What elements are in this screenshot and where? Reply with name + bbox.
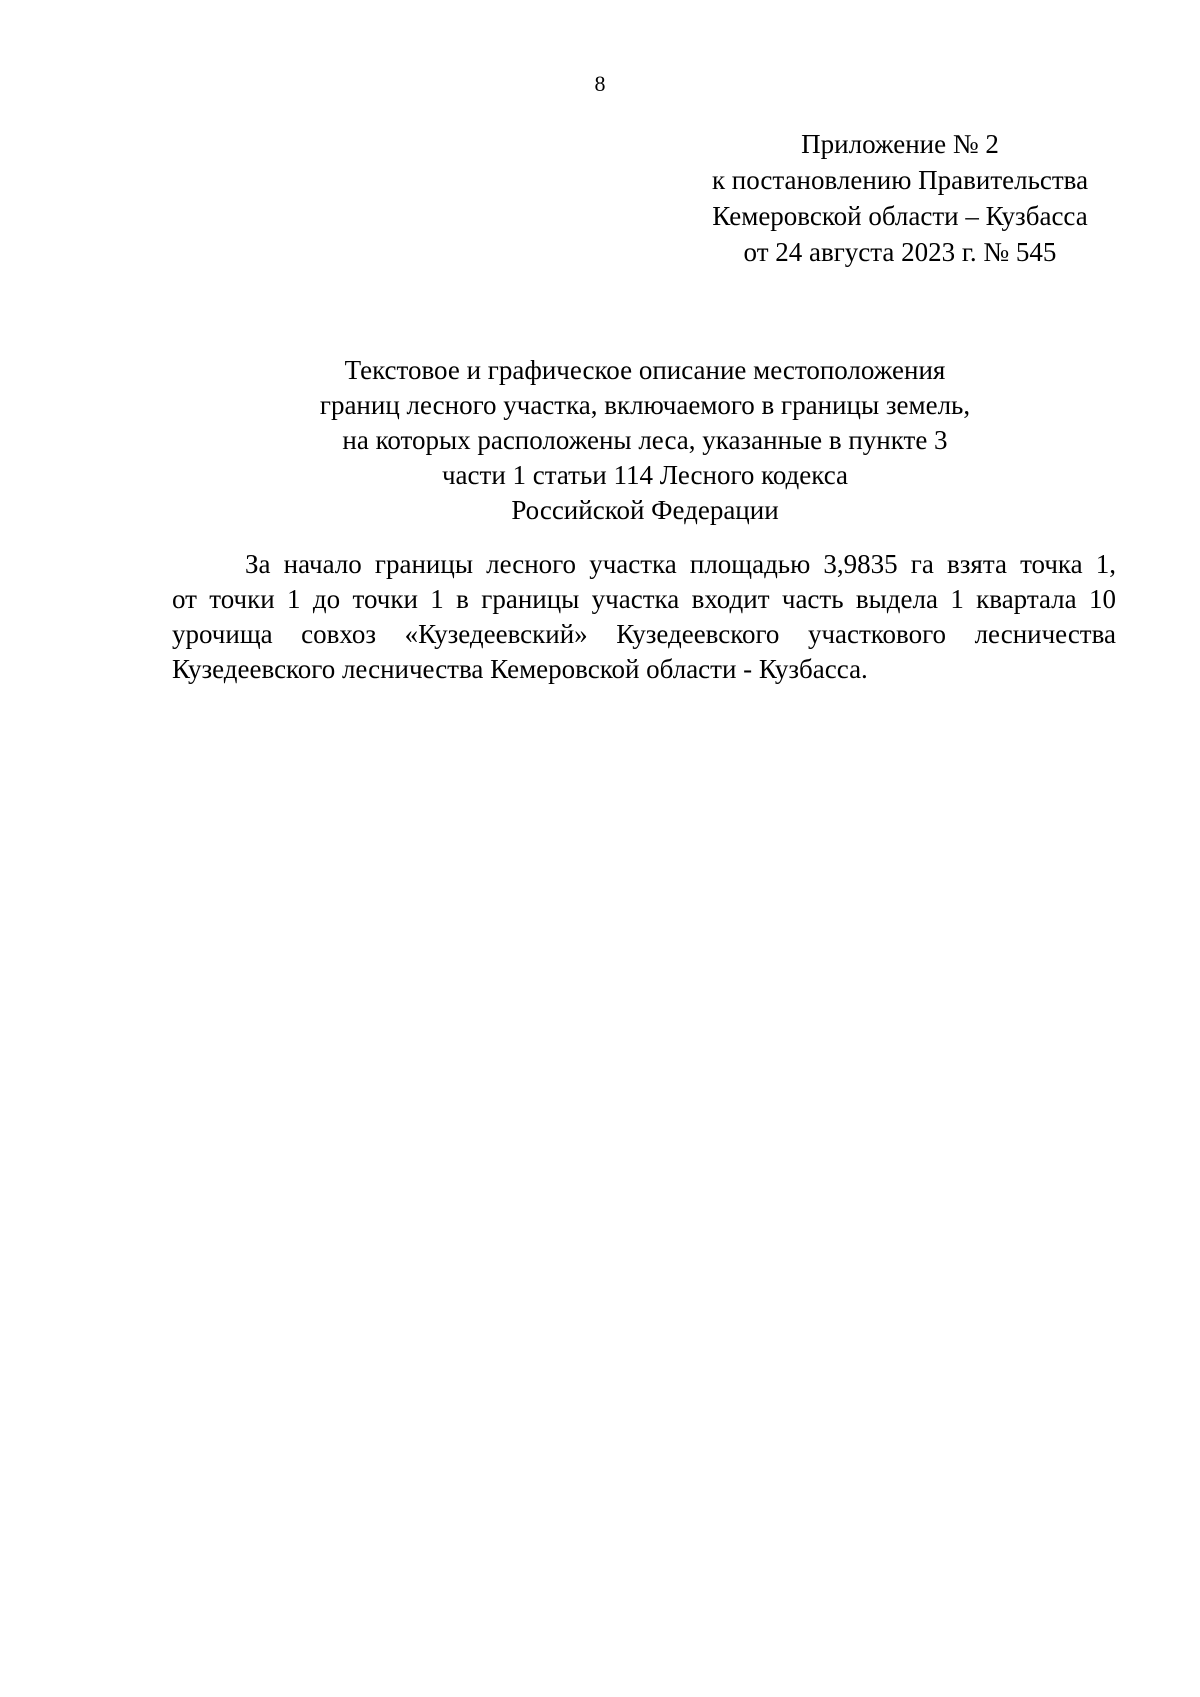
document-title [200,353,1090,528]
body-paragraph [172,547,1116,687]
paragraph-line: Кузедеевского лесничества Кемеровской области - Кузбасса. [172,654,868,684]
title-line: на которых расположены леса, указанные в пункте 3 [342,425,948,455]
page-number: 8 [594,71,606,96]
appendix-number: Приложение № 2 [801,129,999,159]
appendix-reference: к постановлению Правительства [711,165,1089,195]
appendix-region: Кемеровской области – Кузбасса [712,201,1088,231]
title-line: границ лесного участка, включаемого в границы земель, [319,390,971,420]
title-line: Текстовое и графическое описание местоположения [344,355,946,385]
paragraph-line: За начало границы лесного участка площадью 3,9835 га взята точка 1, [245,549,1116,579]
paragraph-line: урочища совхоз «Кузедеевский» Кузедеевского участкового лесничества [172,619,1116,649]
appendix-date: от 24 августа 2023 г. № 545 [743,237,1057,267]
title-line: части 1 статьи 114 Лесного кодекса [441,460,849,490]
paragraph-line: от точки 1 до точки 1 в границы участка входит часть выдела 1 квартала 10 [172,584,1116,614]
appendix-header [690,126,1110,270]
title-line: Российской Федерации [511,495,779,525]
